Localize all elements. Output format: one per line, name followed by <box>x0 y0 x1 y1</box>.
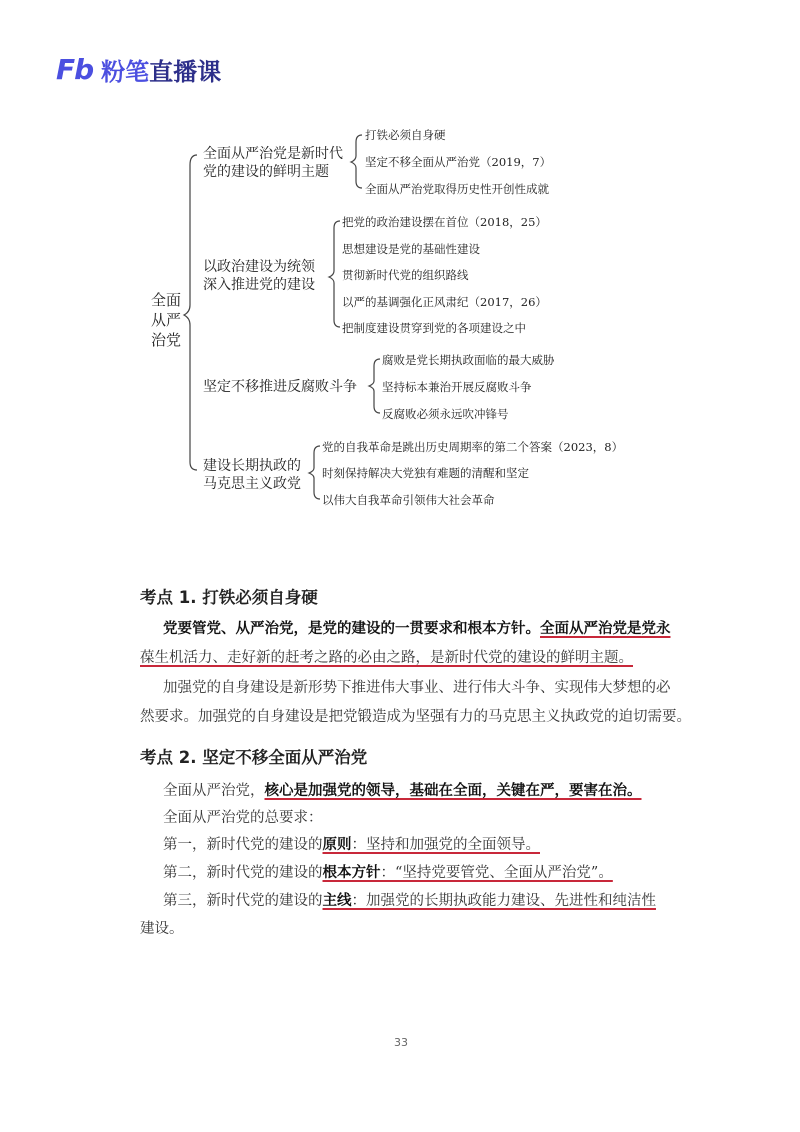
branch-4-leaf-3: 以伟大自我革命引领伟大社会革命 <box>322 493 495 507</box>
section-2-line-3 <box>163 830 540 860</box>
tree-root-line-2: 从严 <box>151 311 182 329</box>
section-1-para-1-line-2 <box>140 643 633 673</box>
section-2-line-5 <box>163 886 656 916</box>
section-2-heading: 考点 2. 坚定不移全面从严治党 <box>140 748 368 767</box>
section-2-line-1-prefix: 全面从严治党， <box>163 783 265 799</box>
section-2-line-5-prefix: 第三，新时代党的建设的 <box>163 893 323 909</box>
branch-4-title-line-2: 马克思主义政党 <box>203 476 301 492</box>
tree-root-line-3: 治党 <box>151 331 182 349</box>
branch1-bracket <box>351 135 362 188</box>
branch2-bracket <box>329 221 340 327</box>
section-2-line-4-rest: ：“坚持党要管党、全面从严治党”。 <box>380 865 613 881</box>
brand-name-part1: 粉笔 <box>101 57 150 86</box>
branch-2-leaf-5: 把制度建设贯穿到党的各项建设之中 <box>342 321 526 335</box>
section-2-line-5-rest: ：加强党的长期执政能力建设、先进性和纯洁性 <box>351 893 656 909</box>
tree-root <box>151 290 181 350</box>
branch-1-leaf-1: 打铁必须自身硬 <box>365 128 446 142</box>
branch-4-title <box>203 457 301 493</box>
section-1-para-2-line-1: 加强党的自身建设是新形势下推进伟大事业、进行伟大斗争、实现伟大梦想的必 <box>163 680 671 696</box>
branch-1-title-line-1: 全面从严治党是新时代 <box>203 146 343 162</box>
section-2-line-2: 全面从严治党的总要求： <box>163 810 323 826</box>
section-2-line-1 <box>163 776 642 806</box>
branch-2-leaf-4: 以严的基调强化正风肃纪（2017，26） <box>342 295 547 309</box>
branch-2-leaf-1: 把党的政治建设摆在首位（2018，25） <box>342 215 547 229</box>
section-2-line-4-key: 根本方针 <box>322 864 381 881</box>
branch-4-leaf-2: 时刻保持解决大党独有难题的清醒和坚定 <box>322 466 529 480</box>
section-2-line-3-rest: ：坚持和加强党的全面领导。 <box>351 837 540 853</box>
section-1-heading: 考点 1. 打铁必须自身硬 <box>140 588 318 607</box>
page-number: 33 <box>394 1036 408 1049</box>
branch-2-title-line-2: 深入推进党的建设 <box>203 277 315 293</box>
tree-root-line-1: 全面 <box>151 291 182 309</box>
section-1-para-2-line-2: 然要求。加强党的自身建设是把党锻造成为坚强有力的马克思主义执政党的迫切需要。 <box>140 709 691 725</box>
section-2-line-4-prefix: 第二，新时代党的建设的 <box>163 865 323 881</box>
section-2-line-5-key: 主线 <box>322 892 352 909</box>
branch-3-title <box>203 378 357 396</box>
section-1-bold-text: 党要管党、从严治党，是党的建设的一贯要求和根本方针。 <box>163 620 540 637</box>
branch-1-leaf-2: 坚定不移全面从严治党（2019，7） <box>365 155 552 169</box>
fb-logo-mark: Fb <box>56 52 94 86</box>
section-2-line-1-emphasis: 核心是加强党的领导，基础在全面，关键在严，要害在治。 <box>264 782 642 799</box>
branch-3-leaf-1: 腐败是党长期执政面临的最大威胁 <box>382 353 555 367</box>
branch3-bracket <box>369 359 380 413</box>
branch-3-leaf-3: 反腐败必须永远吹冲锋号 <box>382 407 509 421</box>
branch4-bracket <box>309 446 320 499</box>
branch-3-leaf-2: 坚持标本兼治开展反腐败斗争 <box>382 380 532 394</box>
branch-1-title <box>203 145 343 181</box>
branch-1-title-line-2: 党的建设的鲜明主题 <box>203 164 329 180</box>
section-2-line-3-key: 原则 <box>322 836 352 853</box>
brand-name-part2: 直播课 <box>149 57 222 86</box>
section-2-line-3-prefix: 第一，新时代党的建设的 <box>163 837 323 853</box>
branch-3-title-line-1: 坚定不移推进反腐败斗争 <box>203 379 357 395</box>
branch-2-title-line-1: 以政治建设为统领 <box>203 259 315 275</box>
section-1-underlined-text-2: 葆生机活力、走好新的赶考之路的必由之路，是新时代党的建设的鲜明主题。 <box>140 650 633 666</box>
branch-4-leaf-1: 党的自我革命是跳出历史周期率的第二个答案（2023，8） <box>322 440 624 454</box>
section-2-line-4 <box>163 858 613 888</box>
root-bracket <box>184 155 197 470</box>
branch-2-title <box>203 258 315 294</box>
section-2-line-6: 建设。 <box>140 921 184 937</box>
branch-2-leaf-3: 贯彻新时代党的组织路线 <box>342 268 469 282</box>
branch-1-leaf-3: 全面从严治党取得历史性开创性成就 <box>365 182 549 196</box>
branch-4-title-line-1: 建设长期执政的 <box>203 458 301 474</box>
section-1-underlined-text-1: 全面从严治党是党永 <box>540 620 671 637</box>
section-1-para-1-line-1 <box>163 614 671 644</box>
branch-2-leaf-2: 思想建设是党的基础性建设 <box>342 242 480 256</box>
